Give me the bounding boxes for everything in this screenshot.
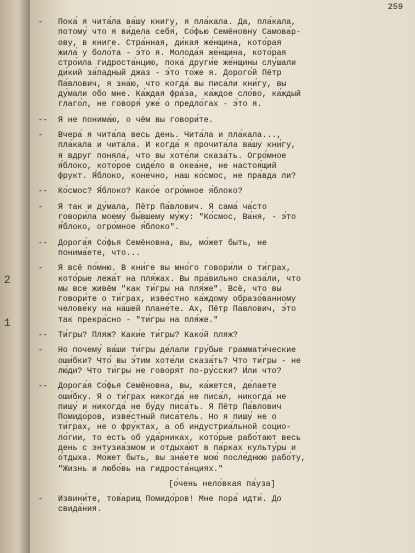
book-page [30, 0, 415, 553]
dialogue-line: -- Ко́смос? Я́блоко? Како́е огро́мное я́блоко? [36, 187, 408, 197]
dialogue-line: - Извини́те, тов́арищ Помидо́ров! Мне пора́ идти́. До свида́ния. [36, 495, 408, 516]
dialogue-line: -- Дорога́я Со́фья Семёновна, вы, ка́жется, де́лаете оши́бку. Я о ти́грах никогда́ не писа́л, никогда́ не пишу́ и никогда́ не бу́ду писа́ть. Я Пётр Па́влович Помидо́ров, изве́стный писа́тель. Но я пишу́ не о ти́грах, не о фру́ктах, а об индустриа́льной социо- ло́гии, то есть об уда́рниках, кото́рые рабо́тают весь день с энтузиа́змом и отдыха́ют в па́рках культу́ры и о́тдыха. Мо́жет быть, вы зна́ете мою́ после́днюю рабо́ту, "Жизнь и любо́вь на гидроста́нциях." [36, 382, 408, 475]
dialogue-text [36, 18, 408, 521]
dialogue-line: - Я так и ду́мала, Пётр Па́влович. Я сама́ ча́сто говори́ла моему́ бы́вшему му́жу: "Ко́смос, Ва́ня, - э́то я́блоко, огро́мное я́блоко". [36, 203, 408, 234]
dialogue-line: -- Дорога́я Со́фья Семёновна, вы, мо́жет быть, не понима́ете, что... [36, 239, 408, 260]
dialogue-line: -- Ти́гры? Пляж? Каки́е ти́гры? Како́й пляж? [36, 331, 408, 341]
dialogue-line: - Пока́ я чита́ла ва́шу книгу, я пла́кала. Да, пла́кала, потому́ что я ви́дела себя́, Со́фью Семёновну Самова́р- ову, в книге. Стра́нная, ди́кая же́нщина, кото́рая жила́ у боло́та - э́то я. Молода́я же́нщина, кото́рая стро́ила гидроста́нцию, пока́ други́е же́нщины слу́шали ди́кий за́падный джаз - э́то то́же я. Дорого́й Пётр Па́влович, я зна́ю, что когда́ вы писа́ли кни́гу, вы ду́мали обо мне. Ка́ждая фра́за, ка́ждое сло́во, ка́ждый глаго́л, не говоря́ уже́ о предло́гах - э́то я. [36, 18, 408, 111]
left-margin-mark: 2 [4, 275, 11, 287]
left-page-edge [0, 0, 30, 553]
stage-direction: [о́чень нело́вкая па́уза] [168, 479, 276, 489]
left-margin-mark: 1 [4, 318, 11, 330]
dialogue-line: - Но почему́ ва́ши ти́гры де́лали гру́бые граммати́ческие оши́бки? Что́ вы э́тим хоте́ли сказа́ть? Что ти́гры - не лю́ди? Что ти́гры не говоря́т по-ру́сски? И́ли что? [36, 346, 408, 377]
dialogue-line: -- Я не понима́ю, о чём вы говори́те. [36, 116, 408, 126]
page-number: 259 [387, 2, 403, 12]
dialogue-line: - Я всё по́мню. В кни́ге вы мно́го говори́ли о ти́грах, кото́рые лежа́т на пля́жах. Вы пра́вильно сказа́ли, что мы все живём "как ти́гры на пля́же". Всё, что вы говори́те о ти́грах, изве́стно ка́ждому образо́ванному челове́ку на на́шей плане́те. Ах, Пётр Па́влович, э́то так прекра́сно - "ти́гры на пля́же." [36, 264, 408, 326]
dialogue-line: - Вчера́ я чита́ла весь день. Чита́ла и пла́кала..., пла́кала и чита́ла. И когда́ я прочита́ла ва́шу кни́гу, я вдруг поняла́, что вы хоте́ли сказа́ть. Огро́мное я́блоко, кото́рое сиде́ло в океа́не, не настоя́щий фрукт. Я́блоко, коне́чно, наш ко́смос, не пра́вда ли? [36, 131, 408, 182]
